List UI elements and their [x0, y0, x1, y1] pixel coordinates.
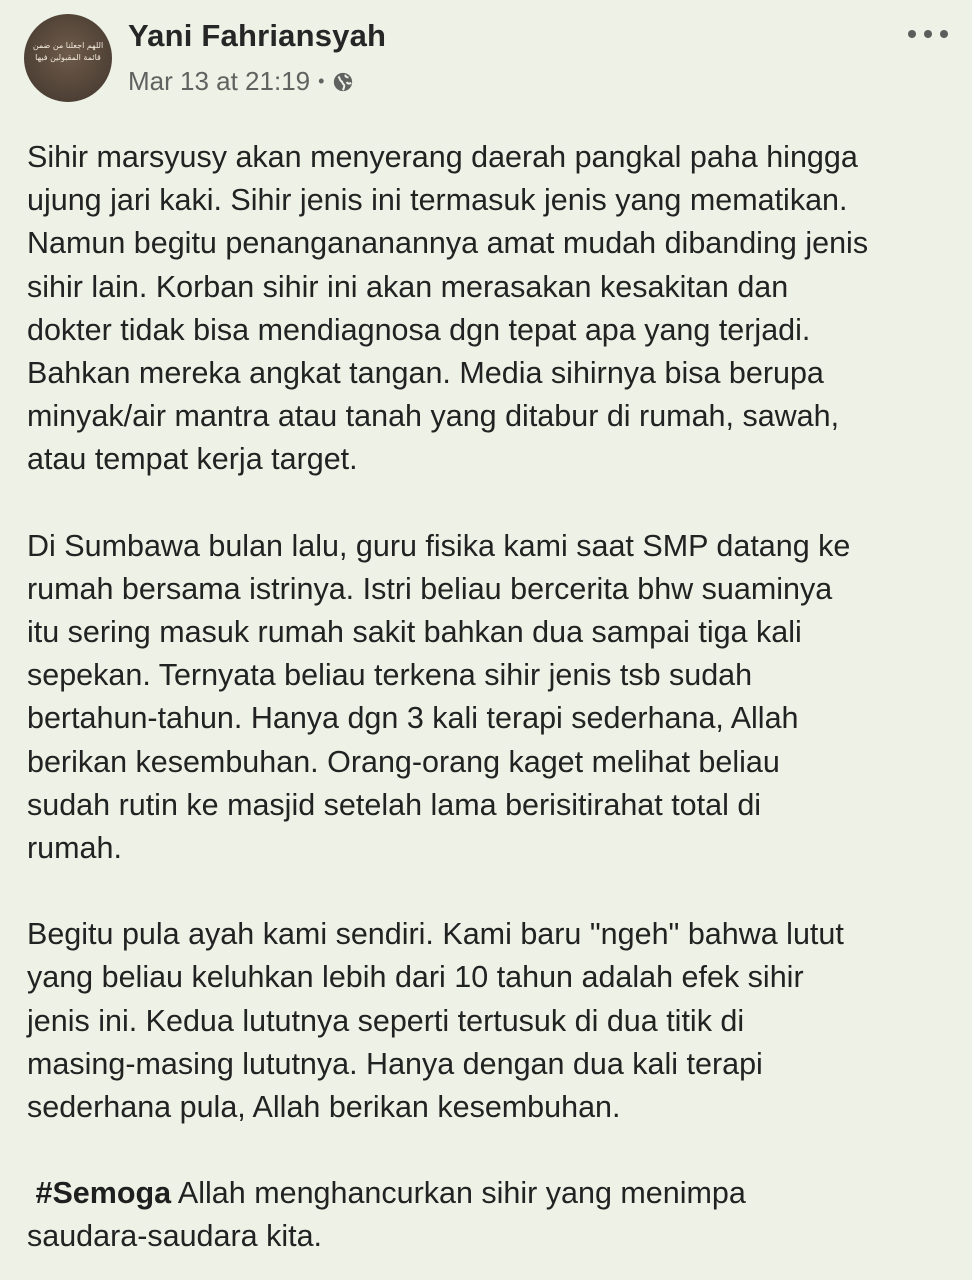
- meta-separator: •: [318, 71, 325, 91]
- post-header: [24, 14, 954, 114]
- globe-icon[interactable]: [332, 71, 354, 93]
- avatar-calligraphy: اللهم اجعلنا من ضمن قائمة المقبولين فيها: [32, 41, 104, 62]
- author-name[interactable]: Yani Fahriansyah: [128, 18, 387, 53]
- more-dot: [940, 30, 948, 38]
- post-timestamp[interactable]: Mar 13 at 21:19: [128, 66, 311, 96]
- post-body: [27, 136, 952, 1259]
- closing-text: Allah menghancurkan sihir yang menimpa saudara-saudara kita.: [27, 1176, 746, 1254]
- post-paragraph: Sihir marsyusy akan menyerang daerah pangkal paha hingga ujung jari kaki. Sihir jenis ini termasuk jenis yang mematikan. Namun begitu penangananannya amat mudah dibanding jenis sihir lain. Korban sihir ini akan merasakan kesakitan dan dokter tidak bisa mendiagnosa dgn tepat apa yang terjadi. Bahkan mereka angkat tangan. Media sihirnya bisa berupa minyak/air mantra atau tanah yang ditabur di rumah, sawah, atau tempat kerja target.: [27, 140, 869, 477]
- post-meta: [128, 66, 354, 97]
- more-dot: [908, 30, 916, 38]
- post-paragraph: Di Sumbawa bulan lalu, guru fisika kami saat SMP datang ke rumah bersama istrinya. Istri beliau bercerita bhw suaminya itu sering masuk rumah sakit bahkan dua sampai tiga kali sepekan. Ternyata beliau terkena sihir jenis tsb sudah bertahun-tahun. Hanya dgn 3 kali terapi sederhana, Allah berikan kesembuhan. Orang-orang kaget melihat beliau sudah rutin ke masjid setelah lama berisitirahat total di rumah.: [27, 528, 851, 866]
- avatar[interactable]: [24, 14, 112, 102]
- post-paragraph: Begitu pula ayah kami sendiri. Kami baru "ngeh" bahwa lutut yang beliau keluhkan lebih dari 10 tahun adalah efek sihir jenis ini. Kedua lututnya seperti tertusuk di dua titik di masing-masing lututnya. Hanya dengan dua kali terapi sederhana pula, Allah berikan kesembuhan.: [27, 917, 844, 1125]
- more-dot: [924, 30, 932, 38]
- post-closing: [27, 1172, 952, 1258]
- more-options-icon[interactable]: [908, 24, 948, 44]
- hashtag-link[interactable]: #Semoga: [35, 1176, 172, 1211]
